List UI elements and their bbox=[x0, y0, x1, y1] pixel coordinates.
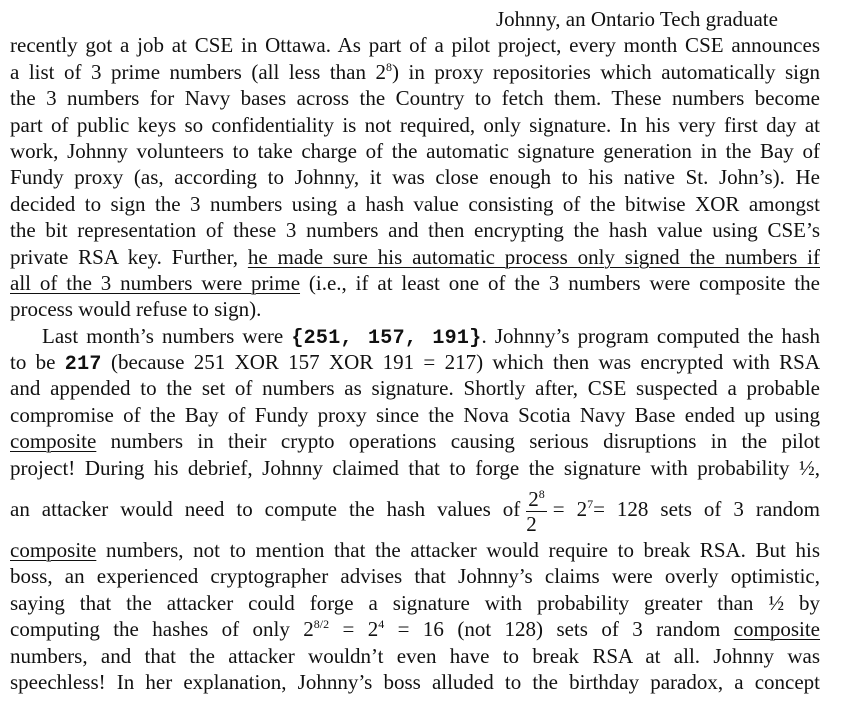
paragraph-3-line bbox=[10, 537, 820, 563]
paragraph-1-line bbox=[10, 270, 820, 296]
paragraph-2-line bbox=[10, 323, 820, 349]
text-span: (because 251 XOR 157 XOR 191 = 217) which then was encrypted with RSA bbox=[101, 350, 820, 375]
text-span: work, Johnny volunteers to take charge of the automatic signature generation in the Bay of bbox=[10, 138, 820, 163]
text-span: saying that the attacker could forge a signature with probability greater than ½ by bbox=[10, 590, 820, 615]
paragraph-2-line bbox=[10, 375, 820, 401]
underlined-text: composite bbox=[733, 617, 821, 642]
text-span: a list of 3 prime numbers (all less than 2 bbox=[10, 59, 387, 84]
paragraph-1-line bbox=[10, 244, 820, 270]
paragraph-1-line bbox=[10, 191, 820, 217]
underlined-text: composite bbox=[10, 538, 97, 563]
paragraph-2-line bbox=[10, 402, 820, 428]
paragraph-2-line bbox=[10, 455, 820, 481]
exponent: 8 bbox=[538, 486, 545, 501]
text-span: numbers, and that the attacker wouldn’t even have to break RSA at all. Johnny was bbox=[10, 643, 820, 668]
underlined-text: all of the 3 numbers were prime bbox=[10, 270, 301, 295]
paragraph-1-line bbox=[10, 164, 820, 190]
text-span: speechless! In her explanation, Johnny’s boss alluded to the birthday paradox, a concept bbox=[10, 669, 820, 694]
exponent: 7 bbox=[587, 497, 594, 512]
fraction-denominator: 2 bbox=[526, 511, 537, 536]
hash-value-code: 217 bbox=[64, 353, 102, 377]
paragraph-2-line bbox=[10, 349, 820, 375]
text-span: Fundy proxy (as, according to Johnny, it was close enough to his native St. John’s). He bbox=[10, 165, 820, 190]
equals-power: = 2 bbox=[552, 497, 588, 522]
paragraph-3-line bbox=[10, 643, 820, 669]
text-span: the 3 numbers for Navy bases across the Country to fetch them. These numbers become bbox=[10, 86, 820, 111]
number-set-code: {251, 157, 191} bbox=[291, 326, 482, 350]
paragraph-1-line bbox=[10, 296, 820, 322]
exponent: 8/2 bbox=[313, 617, 330, 632]
text-span: = 2 bbox=[329, 617, 379, 642]
paragraph-3-line bbox=[10, 590, 820, 616]
paragraph-1-line bbox=[10, 138, 820, 164]
exponent: 4 bbox=[378, 617, 385, 632]
text-span: (i.e., if at least one of the 3 numbers were composite the bbox=[300, 270, 820, 295]
text-span: the bit representation of these 3 numbers and then encrypting the hash value using CSE’s bbox=[10, 218, 820, 243]
text-span: = 128 sets of 3 random bbox=[593, 497, 821, 522]
numerator-base: 2 bbox=[528, 486, 539, 511]
paragraph-1-line bbox=[10, 217, 820, 243]
fraction-numerator bbox=[526, 486, 547, 512]
text-span: . Johnny’s program computed the hash bbox=[481, 323, 821, 348]
exponent: 8 bbox=[386, 59, 393, 74]
heading-text: Johnny, an Ontario Tech graduate bbox=[496, 7, 778, 31]
text-span: Last month’s numbers were bbox=[42, 323, 292, 348]
paragraph-1-line bbox=[10, 112, 820, 138]
text-span: part of public keys so confidentiality is not required, only signature. In his very first day at bbox=[10, 112, 820, 137]
paragraph-1-line bbox=[10, 85, 820, 111]
text-span: computing the hashes of only 2 bbox=[10, 617, 314, 642]
underlined-text: he made sure his automatic process only signed the numbers if bbox=[247, 244, 820, 269]
heading-line bbox=[10, 6, 820, 32]
text-span: boss, an experienced cryptographer advises that Johnny’s claims were overly optimistic, bbox=[10, 564, 820, 589]
text-span: compromise of the Bay of Fundy proxy since the Nova Scotia Navy Base ended up using bbox=[10, 402, 820, 427]
text-span: project! During his debrief, Johnny claimed that to forge the signature with probability ½, bbox=[10, 455, 820, 480]
text-span: recently got a job at CSE in Ottawa. As part of a pilot project, every month CSE announces bbox=[10, 33, 820, 58]
text-span: ) in proxy repositories which automatically sign bbox=[392, 59, 821, 84]
text-span: = 16 (not 128) sets of 3 random bbox=[384, 617, 734, 642]
paragraph-1-line bbox=[10, 59, 820, 85]
paragraph-3-line bbox=[10, 669, 820, 695]
text-span: numbers in their crypto operations causing serious disruptions in the pilot bbox=[96, 429, 820, 454]
text-span: decided to sign the 3 numbers using a hash value consisting of the bitwise XOR amongst bbox=[10, 191, 820, 216]
paragraph-3-line bbox=[10, 616, 820, 642]
text-span: an attacker would need to compute the hash values of bbox=[10, 497, 521, 522]
fraction bbox=[526, 486, 547, 536]
text-span: numbers, not to mention that the attacker would require to break RSA. But his bbox=[96, 538, 820, 563]
paragraph-1-line bbox=[10, 32, 820, 58]
underlined-text: composite bbox=[10, 429, 97, 454]
text-span: to be bbox=[10, 350, 65, 375]
text-span: and appended to the set of numbers as signature. Shortly after, CSE suspected a probable bbox=[10, 376, 820, 401]
paragraph-3-line bbox=[10, 563, 820, 589]
text-span: private RSA key. Further, bbox=[10, 244, 248, 269]
text-span: process would refuse to sign). bbox=[10, 297, 262, 322]
fraction-line bbox=[10, 481, 820, 537]
document-page bbox=[10, 6, 820, 695]
paragraph-2-line bbox=[10, 428, 820, 454]
